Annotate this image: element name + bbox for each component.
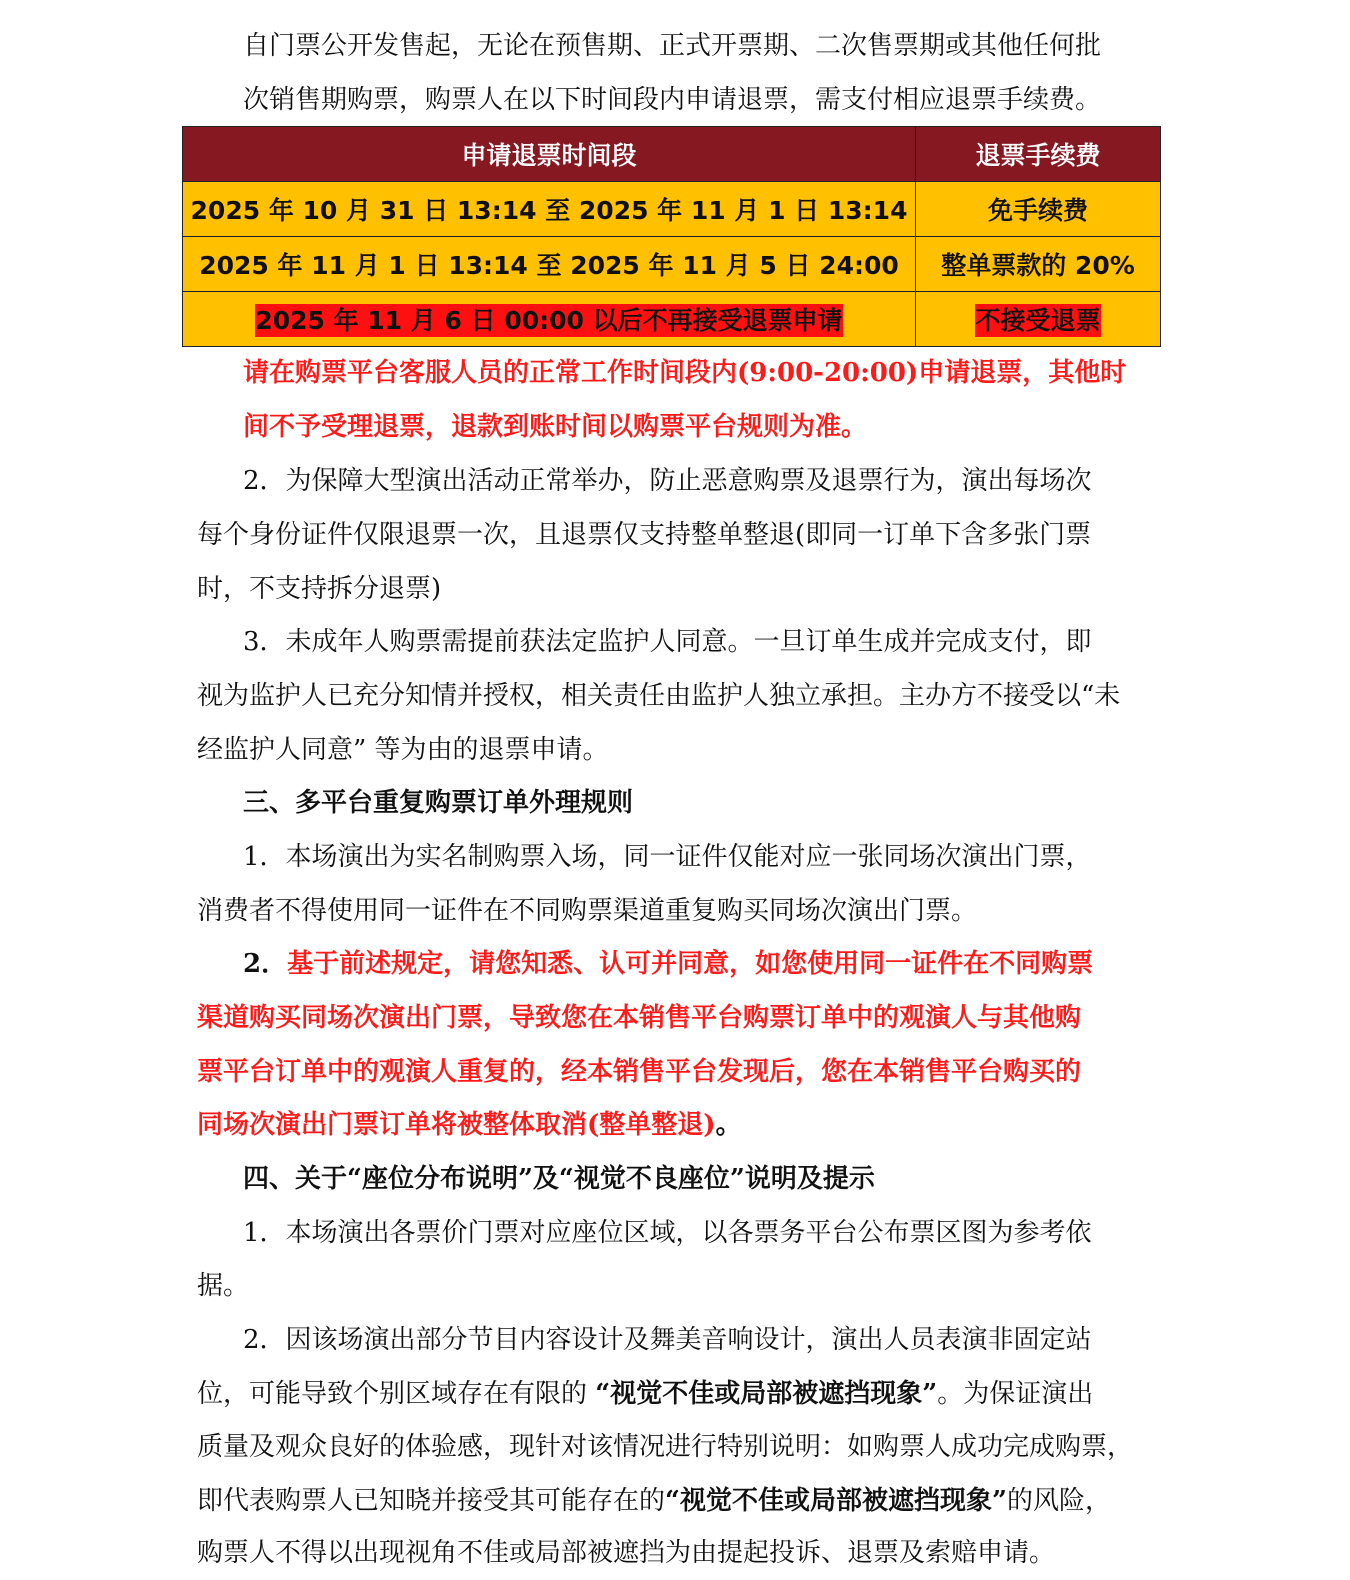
highlighted-fee: 不接受退票: [975, 306, 1101, 335]
section3-item2-text-4: 同场次演出门票订单将被整体取消(整单整退): [197, 1110, 716, 1140]
section3-item1-line-1: 1．本场演出为实名制购票入场，同一证件仅能对应一张同场次演出门票，: [243, 842, 1092, 872]
notice-red-line-1: 请在购票平台客服人员的正常工作时间段内(9:00-20:00)申请退票，其他时: [243, 358, 1127, 388]
section4-item2-text-4c: 的风险，: [1006, 1486, 1111, 1516]
refund-fee-table: [182, 126, 1161, 347]
section3-item2-line-2: 渠道购买同场次演出门票，导致您在本销售平台购票订单中的观演人与其他购: [197, 1003, 1082, 1033]
intro-line-1: 自门票公开发售起，无论在预售期、正式开票期、二次售票期或其他任何批: [243, 31, 1102, 61]
section3-item2-line-1: [243, 937, 1093, 991]
fee-cell: 整单票款的 20%: [916, 237, 1161, 292]
table-header-row: [183, 127, 1161, 182]
header-fee: 退票手续费: [916, 127, 1161, 182]
fee-cell: 免手续费: [916, 182, 1161, 237]
table-row: [183, 292, 1161, 347]
section4-item2-text-4a: 即代表购票人已知晓并接受其可能存在的: [197, 1486, 666, 1516]
section4-item2-emphasis-1: “视觉不佳或局部被遮挡现象”: [595, 1379, 938, 1409]
period-cell: 2025 年 10 月 31 日 13:14 至 2025 年 11 月 1 日 13:14: [183, 182, 916, 237]
section3-heading: 三、多平台重复购票订单外理规则: [243, 788, 634, 818]
item3-line-2: 视为监护人已充分知情并授权，相关责任由监护人独立承担。主办方不接受以“未: [197, 681, 1121, 711]
section4-item1-line-1: 1．本场演出各票价门票对应座位区域，以各票务平台公布票区图为参考依: [243, 1218, 1092, 1248]
period-cell: 2025 年 11 月 1 日 13:14 至 2025 年 11 月 5 日 24:00: [183, 237, 916, 292]
section4-item2-emphasis-2: “视觉不佳或局部被遮挡现象”: [665, 1486, 1007, 1516]
item3-line-1: 3．未成年人购票需提前获法定监护人同意。一旦订单生成并完成支付，即: [243, 627, 1092, 657]
section4-item2-text-2c: 。为保证演出: [937, 1379, 1094, 1409]
section4-heading: 四、关于“座位分布说明”及“视觉不良座位”说明及提示: [243, 1164, 875, 1194]
section4-item2-line-2: [197, 1367, 1093, 1421]
section4-item2-text-2a: 位，可能导致个别区域存在有限的: [197, 1379, 596, 1409]
header-period: 申请退票时间段: [183, 127, 916, 182]
table-row: [183, 237, 1161, 292]
highlighted-period: 2025 年 11 月 6 日 00:00 以后不再接受退票申请: [255, 306, 843, 335]
period-cell: [183, 292, 916, 347]
fee-cell: [916, 292, 1161, 347]
section3-item2-text-1: 基于前述规定，请您知悉、认可并同意，如您使用同一证件在不同购票: [287, 949, 1094, 979]
intro-line-2: 次销售期购票，购票人在以下时间段内申请退票，需支付相应退票手续费。: [243, 85, 1102, 115]
section3-item2-line-3: 票平台订单中的观演人重复的，经本销售平台发现后，您在本销售平台购买的: [197, 1057, 1082, 1087]
item3-line-3: 经监护人同意” 等为由的退票申请。: [197, 735, 609, 765]
section3-item2-number: 2．: [243, 949, 288, 979]
notice-red-line-2: 间不予受理退票，退款到账时间以购票平台规则为准。: [243, 412, 868, 442]
item2-line-2: 每个身份证件仅限退票一次，且退票仅支持整单整退(即同一订单下含多张门票: [197, 520, 1092, 550]
item2-line-1: 2．为保障大型演出活动正常举办，防止恶意购票及退票行为，演出每场次: [243, 466, 1092, 496]
section4-item2-line-1: 2．因该场演出部分节目内容设计及舞美音响设计，演出人员表演非固定站: [243, 1325, 1092, 1355]
section3-item1-line-2: 消费者不得使用同一证件在不同购票渠道重复购买同场次演出门票。: [197, 896, 978, 926]
table-row: [183, 182, 1161, 237]
section4-item2-line-4: [197, 1474, 1111, 1528]
section4-item1-line-2: 据。: [197, 1271, 250, 1301]
section3-item2-end: 。: [715, 1110, 742, 1140]
section4-item2-line-3: 质量及观众良好的体验感，现针对该情况进行特别说明：如购票人成功完成购票，: [197, 1432, 1134, 1462]
section3-item2-line-4: [197, 1098, 742, 1152]
item2-line-3: 时，不支持拆分退票): [197, 574, 442, 604]
section4-item2-line-5: 购票人不得以出现视角不佳或局部被遮挡为由提起投诉、退票及索赔申请。: [197, 1538, 1056, 1568]
